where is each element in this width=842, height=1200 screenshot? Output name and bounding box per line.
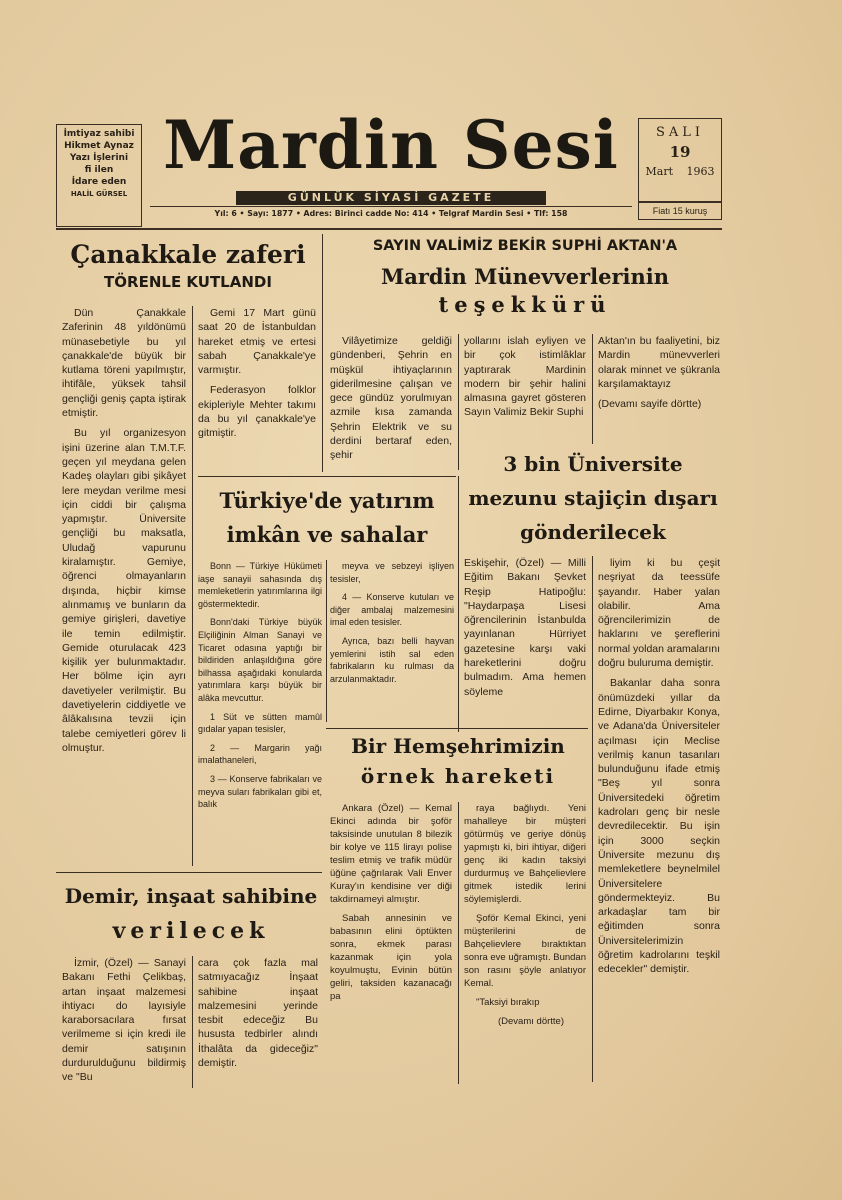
demir-title-2: verilecek bbox=[112, 918, 270, 944]
date-box bbox=[638, 118, 722, 202]
paragraph: Bonn — Türkiye Hükümeti iaşe sanayii sahasında dış memleketlerin yatırımlarına ilgi göstermektedir. bbox=[198, 561, 322, 609]
yatirim-title: Türkiye'de yatırım bbox=[219, 488, 435, 513]
canakkale-title: Çanakkale zaferi bbox=[70, 240, 306, 269]
publisher-line: İmtiyaz sahibi bbox=[63, 129, 135, 139]
paragraph: raya bağlıydı. Yeni mahalleye bir müşteri götürmüş ve geriye dönüş yapmıştı ki, biri ihtiyar, diğeri genç iki kadın taksiyi durdurmuş ve Bahçelievlere gitmek istedik lerini söylemişlerdi. bbox=[464, 803, 586, 905]
paragraph: Federasyon folklor ekipleriyle Mehter takımı da bu yıl çanakkale'ye gitmiştir. bbox=[198, 384, 316, 440]
paragraph: cara çok fazla mal satmıyacağız İnşaat sahibine inşaat malzemesini yerinde tesbit edeceğiz Bu hususta tedbirler alındı İthalâta da gideceğiz" demiştir. bbox=[198, 957, 318, 1070]
column-divider bbox=[592, 334, 593, 444]
section-rule bbox=[326, 728, 588, 729]
column-divider bbox=[322, 234, 323, 472]
paragraph: İzmir, (Özel) — Sanayi Bakanı Fethi Çelikbaş, artan inşaat malzemesi ihtiyacı do layısiyle karaborsacılara fırsat verilmeme si için kredi ile demir satışının durdurulduğunu bildirmiş ve "Bu bbox=[62, 957, 186, 1084]
publisher-line: fi ilen bbox=[84, 165, 114, 175]
vali-column-2 bbox=[464, 334, 586, 426]
masthead-bottom-rule bbox=[56, 228, 722, 230]
section-rule bbox=[198, 476, 456, 477]
paragraph: 3 — Konserve fabrikaları ve meyva suları fabrikaları gibi et, balık bbox=[198, 773, 322, 810]
column-divider bbox=[458, 334, 459, 470]
paragraph: yollarını islah eyliyen ve bir çok istimlâklar yaptırarak Mardinin modern bir şehir halini almasına gayret gösteren Sayın Valimiz Bekir Suphi bbox=[464, 335, 586, 419]
paragraph: meyva ve sebzeyi işliyen tesisler, bbox=[330, 561, 454, 584]
continuation-note: (Devamı dörtte) bbox=[498, 1016, 564, 1027]
paragraph: Aktan'ın bu faaliyetini, biz Mardin münevverleri olarak minnet ve şükranla karşılamaktayız bbox=[598, 335, 720, 390]
column-divider bbox=[458, 802, 459, 1084]
paragraph: Ayrıca, bazı belli hayvan yemlerini istih sal eden fabrikaların ku rulması da arzulanmaktadır. bbox=[330, 635, 454, 684]
demir-title: Demir, inşaat sahibine bbox=[64, 884, 318, 908]
paragraph: Dün Çanakkale Zaferinin 48 yıldönümü münasebetiyle bu yıl çanakkale'de büyük bir kutlama töreni yapılmıştır, ihtifâle, yüksek tahsil gençliği geniş çapta iştirak etmiştir. bbox=[62, 307, 186, 420]
paragraph: "Taksiyi bırakıp bbox=[476, 997, 540, 1008]
demir-column-1 bbox=[62, 956, 186, 1091]
paragraph: Bonn'daki Türkiye büyük Elçiliğinin Alman Sanayi ve Ticaret odasına yaptığı bir bildiriden anlaşıldığına göre bilhassa aşağıdaki konularda yatırımlara karşı büyük bir alâka mevcuttur. bbox=[198, 617, 322, 703]
paragraph: Sabah annesinin ve babasının elini öptükten sonra, ekmek parası kazanmak için yola koyulmuştu, Evinin bütün geliri, taksiden kazanacağı pa bbox=[330, 913, 452, 1002]
vali-kicker: SAYIN VALİMİZ BEKİR SUPHİ AKTAN'A bbox=[372, 238, 678, 254]
column-divider bbox=[326, 560, 327, 722]
publisher-line: Hikmet Aynaz bbox=[64, 141, 134, 151]
yatirim-title-2: imkân ve sahalar bbox=[226, 522, 428, 547]
vali-title-2: teşekkürü bbox=[438, 292, 612, 317]
price-box: Fiatı 15 kuruş bbox=[638, 202, 722, 220]
date-number: 19 bbox=[669, 143, 691, 161]
vali-column-1 bbox=[330, 334, 452, 469]
paragraph: 1 Süt ve sütten mamûl gıdalar yapan tesisler, bbox=[198, 711, 322, 735]
masthead-rule bbox=[150, 206, 632, 207]
publisher-line: İdare eden bbox=[71, 177, 127, 187]
paragraph: 2 — Margarin yağı imalathaneleri, bbox=[198, 742, 322, 766]
hemsehri-title-2: örnek hareketi bbox=[360, 764, 556, 788]
universite-title-2: mezunu stajiçin dışarı bbox=[468, 486, 718, 510]
paragraph: Bu yıl organizesyon işini üzerine alan T.M.T.F. geçen yıl meydana gelen Kadeş olayları gibi şikâyet lere meydan verilme mesi için ciddi bir çalışma yapmıştır. Üniversite gençliği bu maksatla, Uludağ vapurunu kiralamıştır. Gemiye, öğrenci olmayanların dışında, hiçbir kimse alınmamış ve bunların da gemiye girişleri, davetiye ile temin edilmiştir. Gemide oturulacak 423 kişilik yer bulunmaktadır. Her bölme için ayrı davetiyeler verilmiştir. Bu davetiyelerin ciddiyetle ve âlâkalısına tevzii için talebe cemiyetleri görev li olmuştur. bbox=[62, 427, 186, 754]
hemsehri-column-1 bbox=[330, 802, 452, 1009]
canakkale-column-1 bbox=[62, 306, 186, 761]
publisher-box bbox=[56, 124, 142, 227]
universite-title: 3 bin Üniversite bbox=[503, 452, 683, 476]
column-divider bbox=[192, 306, 193, 866]
continuation-note: (Devamı sayife dörtte) bbox=[598, 398, 702, 411]
hemsehri-column-2 bbox=[464, 802, 586, 1034]
masthead-info-line: Yıl: 6 • Sayı: 1877 • Adres: Birinci cadde No: 414 • Telgraf Mardin Sesi • Tlf: 158 bbox=[214, 209, 568, 218]
yatirim-column-1 bbox=[198, 560, 322, 817]
paragraph: Vilâyetimize geldiği gündenberi, Şehrin en müşkül ihtiyaçlarının giderilmesine çalışan ve gece gündüz yorulmıyan azmile kısa zamanda Şehrin Elektrik ve su derdini bertaraf eden, şehir bbox=[330, 335, 452, 462]
paragraph: Eskişehir, (Özel) — Milli Eğitim Bakanı Şevket Reşip Hatipoğlu: "Haydarpaşa Lisesi öğrencilerinin İstanbulda yayınlanan Hürriyet gazetesine karşı vaki hareketlerini doğru bulmadım. Ama hemen söyleme bbox=[464, 557, 586, 698]
paragraph: Gemi 17 Mart günü saat 20 de İstanbuldan hareket etmiş ve ertesi sabah Çanakkale'ye varmıştır. bbox=[198, 307, 316, 377]
date-month: Mart bbox=[645, 165, 673, 178]
newspaper-subtitle: GÜNLÜK SİYASİ GAZETE bbox=[236, 191, 546, 205]
canakkale-subtitle: TÖRENLE KUTLANDI bbox=[104, 273, 272, 291]
demir-column-2 bbox=[198, 956, 318, 1076]
vali-title: Mardin Münevverlerinin bbox=[380, 264, 670, 289]
yatirim-column-2 bbox=[330, 560, 454, 691]
hemsehri-title: Bir Hemşehrimizin bbox=[351, 734, 565, 758]
vali-column-3 bbox=[598, 334, 720, 417]
date-year: 1963 bbox=[686, 165, 715, 178]
paragraph: liyim ki bu çeşit neşriyat da teessüfe şayandır. Haber yalan olabilir. Ama öğrencilerimizin de haklarını ve şereflerini normal yoldan aramalarını doğru buluruma demiştir. bbox=[598, 557, 720, 670]
universite-column-2 bbox=[598, 556, 720, 983]
canakkale-column-2 bbox=[198, 306, 316, 447]
column-divider bbox=[592, 556, 593, 1082]
paragraph: Bakanlar daha sonra önümüzdeki yıllar da Edirne, Diyarbakır Konya, ve Adana'da Üniversiteler açılması için Meclise verilmiş kanun tasarıları bulunduğunu ifade etmiş "Beş yıl sonra Üniversitedeki öğretim kadroları genç bir nesle devredilecektir. Bu işin için 3000 seçkin Üniversite mezunu dış memleketlere beynelmilel Üniversitelere göndermekteyiz. Bu arkadaşlar tam bir eğitimden sonra Üniversitelerimizin öğretim kadrolarını teşkil edecekler" demiştir. bbox=[598, 677, 720, 976]
publisher-line: HALİL GÜRSEL bbox=[70, 190, 128, 198]
universite-title-3: gönderilecek bbox=[520, 520, 666, 544]
universite-column-1 bbox=[464, 556, 586, 705]
column-divider bbox=[458, 476, 459, 732]
column-divider bbox=[192, 956, 193, 1088]
newspaper-title: Mardin Sesi bbox=[163, 106, 619, 184]
paragraph: Ankara (Özel) — Kemal Ekinci adında bir şoför taksisinde unutulan 8 bilezik bir kolye ve 115 lirayı polise teslim etmiş ve trafik müdür üğüne çağrılarak Vali Enver Kuray'ın kendisine ver diği takdirnameyi almıştır. bbox=[330, 803, 452, 905]
section-rule bbox=[56, 872, 322, 873]
paragraph: Şoför Kemal Ekinci, yeni müşterilerini de Bahçelievlere bıraktıktan sonra eve uğramıştı. Bundan son rasını şöyle anlatıyor Kemal. bbox=[464, 913, 586, 989]
date-day: SALI bbox=[655, 125, 705, 140]
paragraph: 4 — Konserve kutuları ve diğer ambalaj malzemesini imal eden tesisler. bbox=[330, 592, 454, 628]
publisher-line: Yazı İşlerini bbox=[69, 153, 129, 163]
